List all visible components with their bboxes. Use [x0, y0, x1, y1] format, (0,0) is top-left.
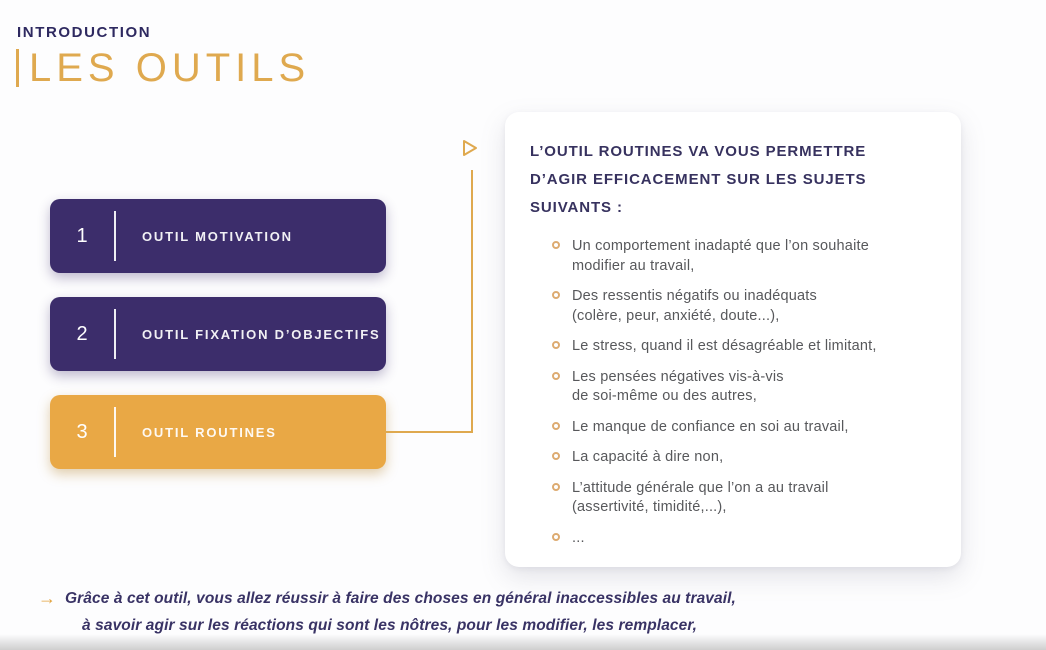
step-divider	[114, 309, 116, 359]
step-number: 2	[76, 322, 88, 345]
bullet-circle-icon	[552, 241, 560, 249]
step-label: OUTIL MOTIVATION	[142, 228, 293, 244]
list-item	[552, 448, 933, 468]
triangle-arrow-icon	[460, 138, 480, 158]
page-title: LES OUTILS	[29, 46, 311, 90]
detail-card	[505, 112, 961, 567]
list-item	[552, 529, 933, 549]
bullet-text: ...	[572, 529, 585, 546]
list-item	[552, 368, 933, 407]
card-title	[530, 138, 933, 222]
bullet-circle-icon	[552, 341, 560, 349]
bullet-text: La capacité à dire non,	[572, 449, 724, 465]
step-divider	[114, 407, 116, 457]
step-item-outil-motivation[interactable]	[50, 199, 386, 273]
footer-note	[38, 585, 736, 639]
footer-line-2: à savoir agir sur les réactions qui sont les nôtres, pour les modifier, les remplacer,	[82, 617, 698, 634]
bullet-text: Les pensées négatives vis-à-vis de soi-même ou des autres,	[572, 368, 784, 404]
bullet-text: Des ressentis négatifs ou inadéquats (colère, peur, anxiété, doute...),	[572, 288, 817, 324]
arrow-right-icon: →	[38, 588, 56, 608]
bullet-list	[552, 237, 933, 548]
bullet-circle-icon	[552, 372, 560, 380]
bullet-text: Le manque de confiance en soi au travail,	[572, 418, 849, 435]
list-item	[552, 237, 933, 276]
connector-horizontal-line	[385, 431, 473, 433]
step-label: OUTIL ROUTINES	[142, 424, 277, 440]
bullet-circle-icon	[552, 483, 560, 491]
kicker-label: INTRODUCTION	[17, 24, 152, 41]
bullet-circle-icon	[552, 422, 560, 430]
bullet-circle-icon	[552, 291, 560, 299]
card-title-line: SUIVANTS :	[530, 199, 623, 216]
list-item	[552, 418, 933, 438]
bullet-text: L’attitude générale que l’on a au travail (assertivité, timidité,...),	[572, 479, 829, 515]
step-number: 3	[76, 420, 88, 443]
connector-vertical-line	[471, 170, 473, 433]
title-accent-bar	[16, 49, 19, 87]
card-title-line: D’AGIR EFFICACEMENT SUR LES SUJETS	[530, 171, 867, 188]
list-item	[552, 479, 933, 518]
bullet-circle-icon	[552, 533, 560, 541]
step-divider	[114, 211, 116, 261]
bullet-text: Un comportement inadapté que l’on souhaite modifier au travail,	[572, 238, 869, 274]
card-title-line: L’OUTIL ROUTINES VA VOUS PERMETTRE	[530, 143, 867, 160]
step-item-outil-routines[interactable]	[50, 395, 386, 469]
steps-list	[50, 199, 386, 493]
bottom-fade	[0, 634, 1046, 650]
bullet-circle-icon	[552, 452, 560, 460]
bullet-text: Le stress, quand il est désagréable et limitant,	[572, 338, 877, 354]
list-item	[552, 287, 933, 326]
footer-text	[65, 585, 736, 639]
title-row	[16, 48, 310, 88]
list-item	[552, 337, 933, 357]
footer-line-1: Grâce à cet outil, vous allez réussir à faire des choses en général inaccessibles au travail,	[65, 590, 736, 607]
step-label: OUTIL FIXATION D’OBJECTIFS	[142, 326, 381, 342]
step-item-outil-fixation-objectifs[interactable]	[50, 297, 386, 371]
step-number: 1	[76, 224, 88, 247]
